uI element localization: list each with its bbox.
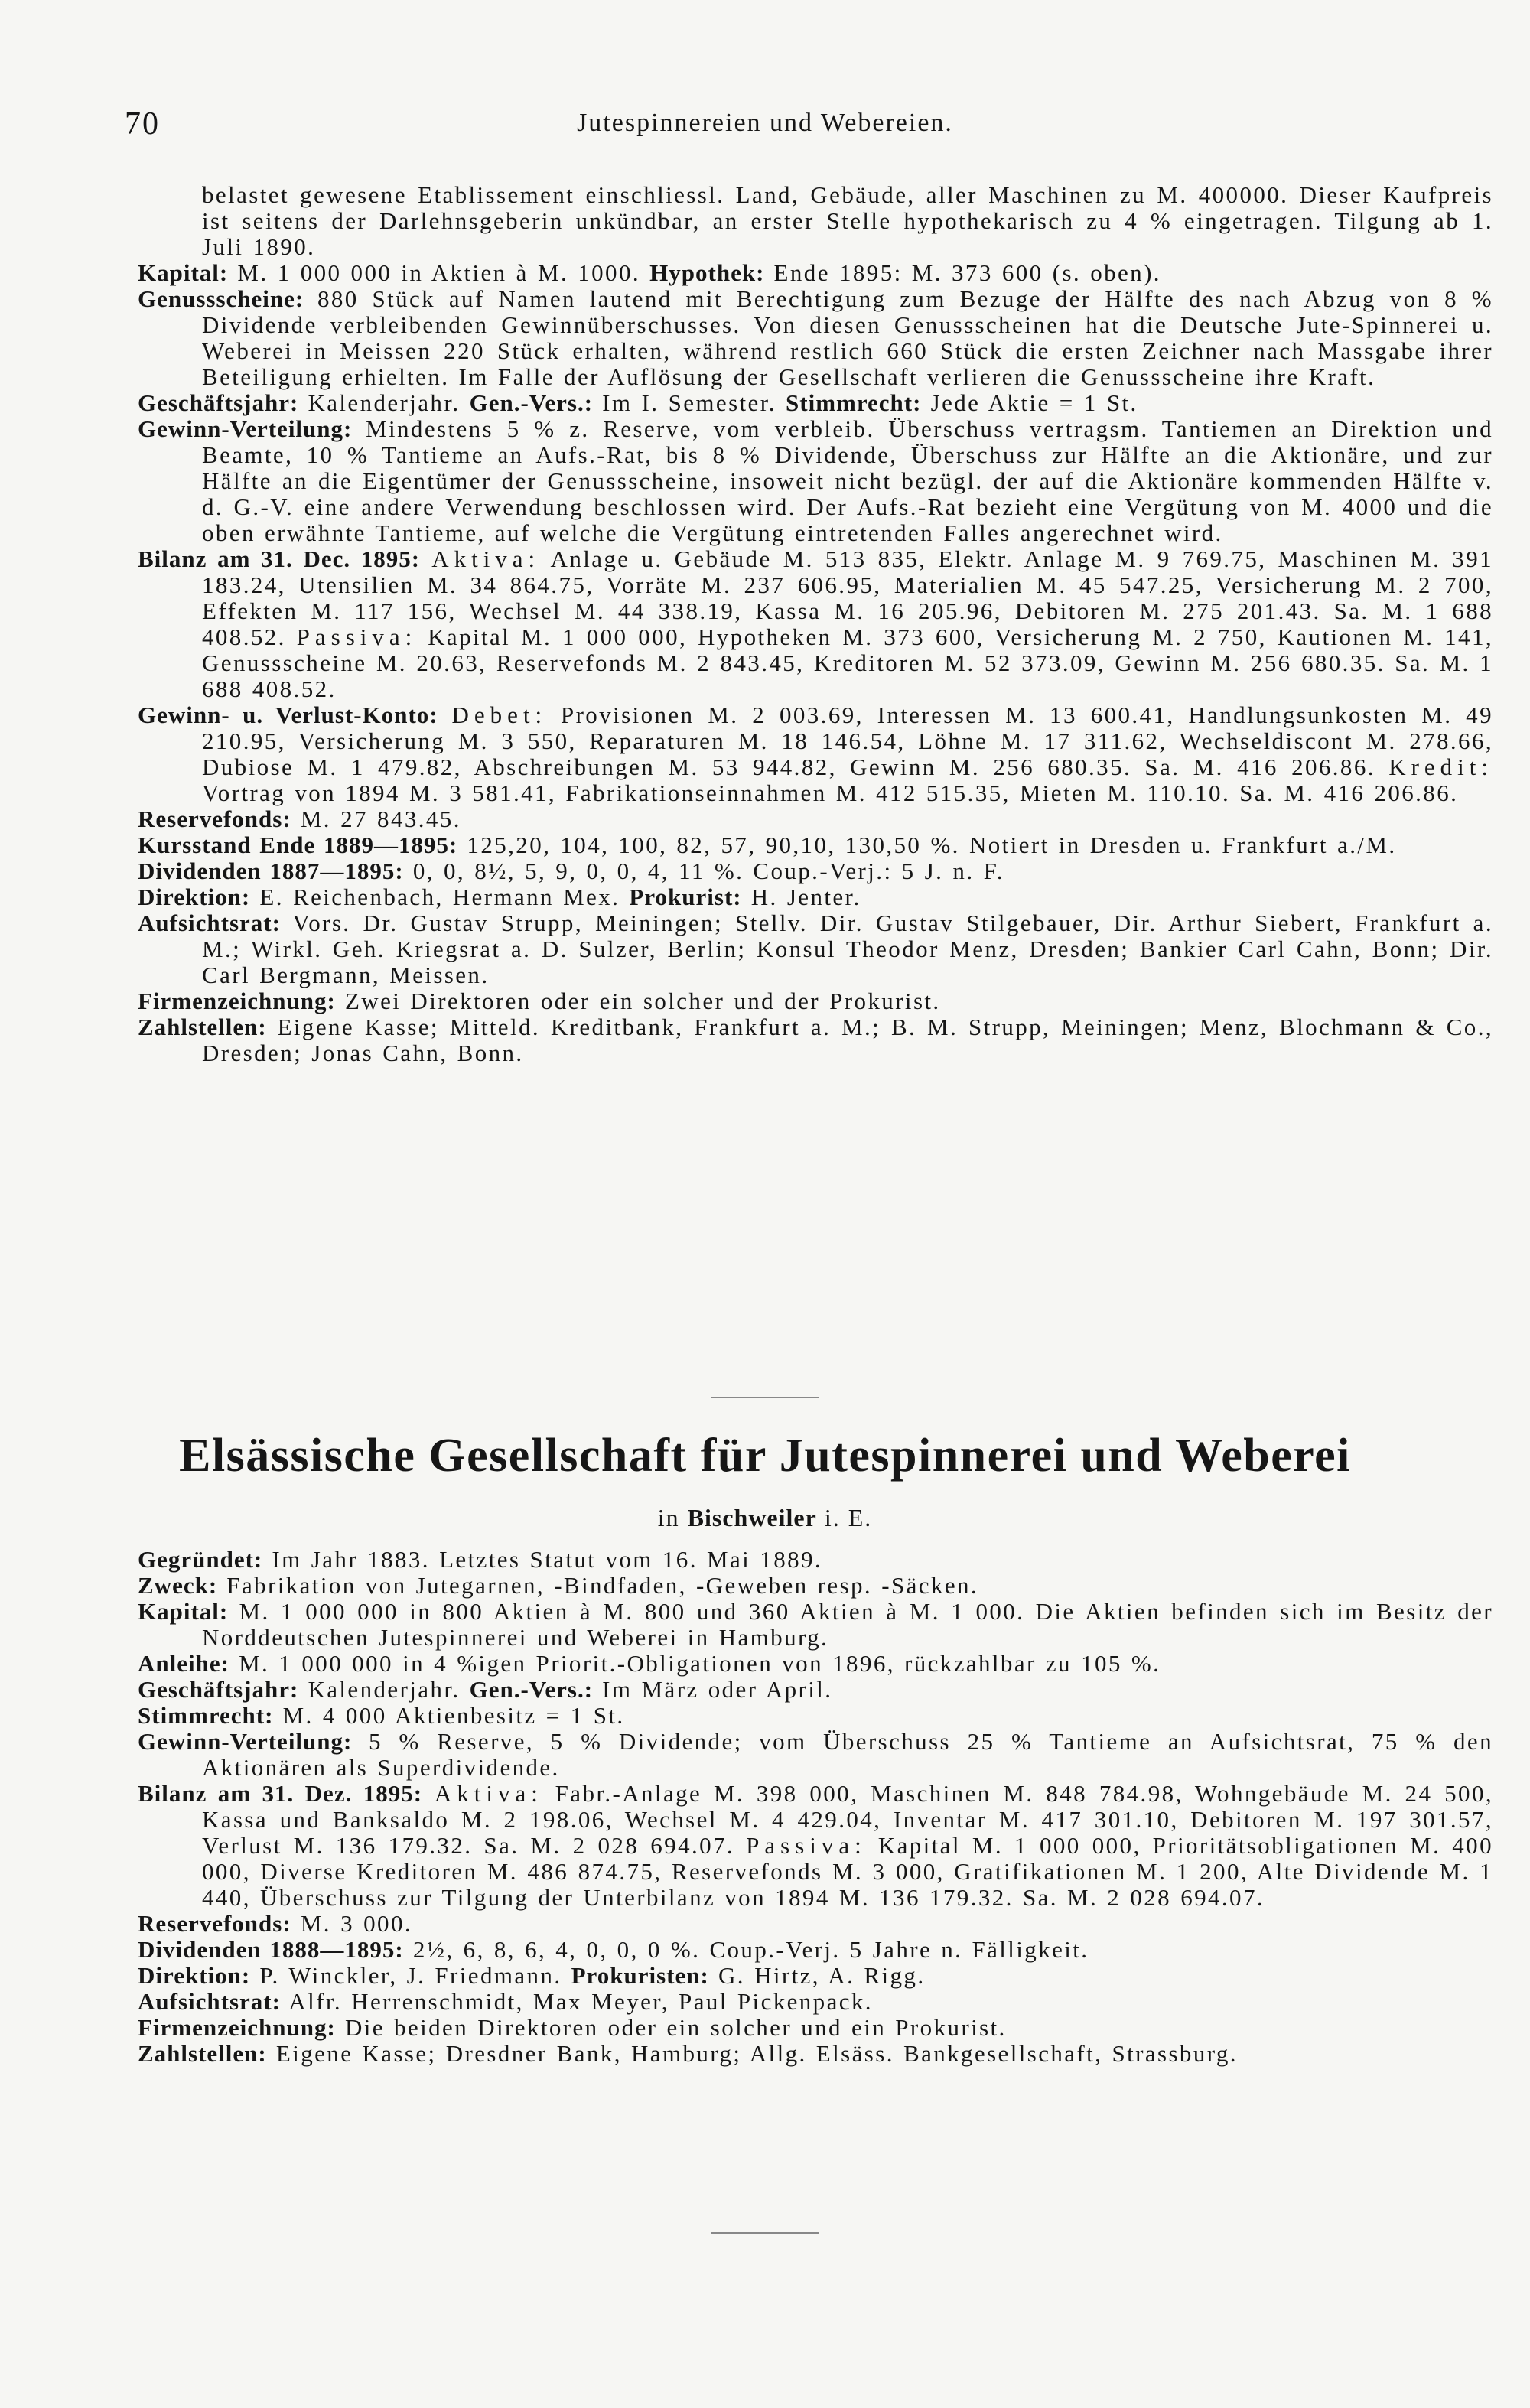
- entry-label: Firmenzeichnung:: [138, 2014, 336, 2041]
- entry-label: Gen.-Vers.:: [469, 389, 594, 416]
- entry-text: Im März oder April.: [593, 1676, 833, 1703]
- entry-text: belastet gewesene Etablissement einschliessl. Land, Gebäude, aller Maschinen zu M. 400000. Dieser Kaufpreis ist seitens der Darlehnsgeberin unkündbar, an erster Stelle hypothekarisch zu 4 % eingetragen. Tilgung ab 1. Juli 1890.: [202, 181, 1493, 260]
- entry-text: 0, 0, 8½, 5, 9, 0, 0, 4, 11 %. Coup.-Verj.: 5 J. n. F.: [403, 857, 1004, 884]
- entry-label: Dividenden 1887—1895:: [138, 857, 404, 884]
- entry: [138, 546, 1493, 702]
- entry-text: M. 3 000.: [291, 1910, 413, 1937]
- entry: [138, 1599, 1493, 1651]
- entry-text: Anlage u. Gebäude M. 513 835, Elektr. Anlage M. 9 769.75, Maschinen M. 391 183.24, Utensilien M. 34 864.75, Vorräte M. 237 606.95, Materialien M. 45 547.25, Versicherung M. 2 700, Effekten M. 117 156, Wechsel M. 44 338.19, Kassa M. 16 205.96, Debitoren M. 275 201.43. Sa. M. 1 688 408.52.: [202, 545, 1493, 650]
- entry: [138, 988, 1493, 1014]
- entry-sublabel: Debet:: [451, 701, 548, 728]
- entry-text: Vors. Dr. Gustav Strupp, Meiningen; Stellv. Dir. Gustav Stilgebauer, Dir. Arthur Siebert, Frankfurt a. M.; Wirkl. Geh. Kriegsrat a. D. Sulzer, Berlin; Konsul Theodor Menz, Dresden; Bankier Carl Cahn, Bonn; Dir. Carl Bergmann, Meissen.: [202, 910, 1493, 988]
- entry-text: Fabrikation von Jutegarnen, -Bindfaden, -Geweben resp. -Säcken.: [217, 1572, 979, 1599]
- entry-text: Kapital M. 1 000 000, Hypotheken M. 373 600, Versicherung M. 2 750, Kautionen M. 141, Genussscheine M. 20.63, Reservefonds M. 2 843.45, Kreditoren M. 52 373.09, Gewinn M. 256 680.35. Sa. M. 1 688 408.52.: [202, 623, 1493, 702]
- entry-text: M. 27 843.45.: [291, 805, 461, 832]
- entry: [138, 390, 1493, 416]
- company-title: Elsässische Gesellschaft für Jutespinnerei und Weberei: [179, 1430, 1351, 1482]
- entry-text: M. 1 000 000 in 4 %igen Priorit.-Obligationen von 1896, rückzahlbar zu 105 %.: [229, 1650, 1161, 1677]
- entry-text: Kapital M. 1 000 000, Prioritätsobligationen M. 400 000, Diverse Kreditoren M. 486 874.75, Reservefonds M. 3 000, Gratifikationen M. 1 200, Alte Dividende M. 1 440, Überschuss zur Tilgung der Unterbilanz von 1894 M. 136 179.32. Sa. M. 2 028 694.07.: [202, 1832, 1493, 1911]
- entry-label: Aufsichtsrat:: [138, 910, 281, 936]
- entry: [138, 806, 1493, 832]
- entry-text: Ende 1895: M. 373 600 (s. oben).: [764, 259, 1161, 286]
- entry-label: Prokuristen:: [571, 1962, 709, 1989]
- entry-text: E. Reichenbach, Hermann Mex.: [250, 883, 630, 910]
- entry: [138, 1014, 1493, 1066]
- section-1-body: [138, 182, 1493, 1066]
- entry-text: 5 % Reserve, 5 % Dividende; vom Überschuss 25 % Tantieme an Aufsichtsrat, 75 % den Aktionären als Superdividende.: [202, 1728, 1493, 1781]
- entry: [138, 1989, 1493, 2015]
- entry-label: Stimmrecht:: [138, 1702, 274, 1729]
- entry-text: [438, 701, 452, 728]
- entry-label: Kapital:: [138, 1598, 229, 1625]
- entry-label: Reservefonds:: [138, 1910, 291, 1937]
- entry-text: [420, 545, 431, 572]
- entry-sublabel: Aktiva:: [431, 545, 541, 572]
- entry-text: Im I. Semester.: [593, 389, 786, 416]
- entry-text: Eigene Kasse; Dresdner Bank, Hamburg; Allg. Elsäss. Bankgesellschaft, Strassburg.: [266, 2040, 1238, 2067]
- entry-sublabel: Passiva:: [746, 1832, 867, 1859]
- entry-text: H. Jenter.: [741, 883, 861, 910]
- entry-text: 880 Stück auf Namen lautend mit Berechtigung zum Bezuge der Hälfte des nach Abzug von 8 % Dividende verbleibenden Gewinnüberschusses. Von diesen Genussscheinen hat die Deutsche Jute-Spinnerei u. Weberei in Meissen 220 Stück erhalten, während restlich 660 Stück die ersten Zeichner nach Massgabe ihrer Beteiligung erhielten. Im Falle der Auflösung der Gesellschaft verlieren die Genussscheine ihre Kraft.: [202, 285, 1493, 390]
- entry-label: Bilanz am 31. Dec. 1895:: [138, 545, 421, 572]
- entry-label: Stimmrecht:: [786, 389, 922, 416]
- entry-sublabel: Aktiva:: [434, 1780, 543, 1807]
- entry: [138, 1963, 1493, 1989]
- entry-label: Dividenden 1888—1895:: [138, 1936, 404, 1963]
- entry-label: Aufsichtsrat:: [138, 1988, 281, 2015]
- entry: [138, 1729, 1493, 1781]
- entry-label: Geschäftsjahr:: [138, 1676, 299, 1703]
- entry-label: Gewinn-Verteilung:: [138, 1728, 353, 1755]
- entry-label: Zahlstellen:: [138, 2040, 267, 2067]
- entry-text: Die beiden Direktoren oder ein solcher und ein Prokurist.: [335, 2014, 1007, 2041]
- entry-sublabel: Passiva:: [296, 623, 418, 650]
- entry-text: Jede Aktie = 1 St.: [921, 389, 1138, 416]
- location-suffix: i. E.: [816, 1504, 873, 1531]
- location-place: Bischweiler: [687, 1504, 817, 1531]
- entry: [138, 182, 1493, 260]
- entry-label: Genussscheine:: [138, 285, 304, 312]
- entry-text: Zwei Direktoren oder ein solcher und der Prokurist.: [335, 988, 941, 1014]
- entry-label: Gen.-Vers.:: [469, 1676, 594, 1703]
- entry-text: Eigene Kasse; Mitteld. Kreditbank, Frankfurt a. M.; B. M. Strupp, Meiningen; Menz, Blochmann & Co., Dresden; Jonas Cahn, Bonn.: [202, 1014, 1493, 1066]
- entry-text: Mindestens 5 % z. Reserve, vom verbleib. Überschuss vertragsm. Tantiemen an Direktion und Beamte, 10 % Tantieme an Aufs.-Rat, bis 8 % Dividende, Überschuss zur Hälfte an die Aktionäre, und zur Hälfte an die Eigentümer der Genussscheine, insoweit nicht bezügl. der auf die Aktionäre kommenden Hälfte v. d. G.-V. eine andere Verwendung beschlossen wird. Der Aufs.-Rat bezieht eine Vergütung von M. 4000 und die oben erwähnte Tantieme, auf welche die Vergütung eintretenden Falles angerechnet wird.: [202, 415, 1493, 546]
- entry: [138, 1703, 1493, 1729]
- page-number: 70: [125, 106, 160, 142]
- entry-text: M. 1 000 000 in Aktien à M. 1000.: [228, 259, 650, 286]
- company-location: [0, 1504, 1530, 1532]
- entry-label: Gewinn- u. Verlust-Konto:: [138, 701, 438, 728]
- entry-label: Direktion:: [138, 1962, 251, 1989]
- entry-text: M. 1 000 000 in 800 Aktien à M. 800 und 360 Aktien à M. 1 000. Die Aktien befinden sich im Besitz der Norddeutschen Jutespinnerei und Weberei in Hamburg.: [202, 1598, 1493, 1651]
- running-title: Jutespinnereien und Webereien.: [577, 109, 953, 137]
- end-divider: [711, 2232, 819, 2234]
- entry-label: Zahlstellen:: [138, 1014, 267, 1040]
- entry-label: Firmenzeichnung:: [138, 988, 336, 1014]
- entry-label: Hypothek:: [649, 259, 765, 286]
- entry-text: Vortrag von 1894 M. 3 581.41, Fabrikationseinnahmen M. 412 515.35, Mieten M. 110.10. Sa. M. 416 206.86.: [202, 779, 1459, 806]
- entry-text: Kalenderjahr.: [298, 1676, 470, 1703]
- entry-sublabel: Kredit:: [1388, 753, 1493, 780]
- entry: [138, 2015, 1493, 2041]
- entry: [138, 1651, 1493, 1677]
- entry-text: Kalenderjahr.: [298, 389, 470, 416]
- entry: [138, 416, 1493, 546]
- entry-text: Fabr.-Anlage M. 398 000, Maschinen M. 848 784.98, Wohngebäude M. 24 500, Kassa und Banksaldo M. 2 198.06, Wechsel M. 4 429.04, Inventar M. 417 301.10, Debitoren M. 197 301.57, Verlust M. 136 179.32. Sa. M. 2 028 694.07.: [202, 1780, 1493, 1859]
- entry: [138, 858, 1493, 884]
- location-prefix: in: [657, 1504, 688, 1531]
- entry: [138, 286, 1493, 390]
- entry: [138, 2041, 1493, 2067]
- entry: [138, 884, 1493, 910]
- entry-label: Gegründet:: [138, 1546, 263, 1573]
- entry-label: Anleihe:: [138, 1650, 230, 1677]
- entry-label: Prokurist:: [629, 883, 742, 910]
- entry: [138, 260, 1493, 286]
- entry: [138, 832, 1493, 858]
- entry-text: Alfr. Herrenschmidt, Max Meyer, Paul Pickenpack.: [280, 1988, 873, 2015]
- entry: [138, 1911, 1493, 1937]
- entry-text: [422, 1780, 435, 1807]
- entry-text: P. Winckler, J. Friedmann.: [250, 1962, 571, 1989]
- entry-label: Gewinn-Verteilung:: [138, 415, 353, 442]
- entry: [138, 1573, 1493, 1599]
- entry-text: G. Hirtz, A. Rigg.: [708, 1962, 926, 1989]
- entry: [138, 702, 1493, 806]
- section-divider: [711, 1397, 819, 1398]
- entry-label: Direktion:: [138, 883, 251, 910]
- entry-label: Kursstand Ende 1889—1895:: [138, 831, 458, 858]
- entry-text: 2½, 6, 8, 6, 4, 0, 0, 0 %. Coup.-Verj. 5 Jahre n. Fälligkeit.: [403, 1936, 1089, 1963]
- entry: [138, 1547, 1493, 1573]
- entry-label: Bilanz am 31. Dez. 1895:: [138, 1780, 423, 1807]
- entry-text: Provisionen M. 2 003.69, Interessen M. 13 600.41, Handlungsunkosten M. 49 210.95, Versicherung M. 3 550, Reparaturen M. 18 146.54, Löhne M. 17 311.62, Wechseldiscont M. 278.66, Dubiose M. 1 479.82, Abschreibungen M. 53 944.82, Gewinn M. 256 680.35. Sa. M. 416 206.86.: [202, 701, 1493, 780]
- entry-label: Reservefonds:: [138, 805, 291, 832]
- entry-label: Kapital:: [138, 259, 229, 286]
- entry: [138, 910, 1493, 988]
- entry-text: Im Jahr 1883. Letztes Statut vom 16. Mai 1889.: [262, 1546, 823, 1573]
- entry-text: 125,20, 104, 100, 82, 57, 90,10, 130,50 %. Notiert in Dresden u. Frankfurt a./M.: [457, 831, 1397, 858]
- entry: [138, 1677, 1493, 1703]
- entry: [138, 1937, 1493, 1963]
- entry: [138, 1781, 1493, 1911]
- section-2-body: [138, 1547, 1493, 2067]
- entry-text: M. 4 000 Aktienbesitz = 1 St.: [273, 1702, 625, 1729]
- entry-label: Zweck:: [138, 1572, 218, 1599]
- entry-label: Geschäftsjahr:: [138, 389, 299, 416]
